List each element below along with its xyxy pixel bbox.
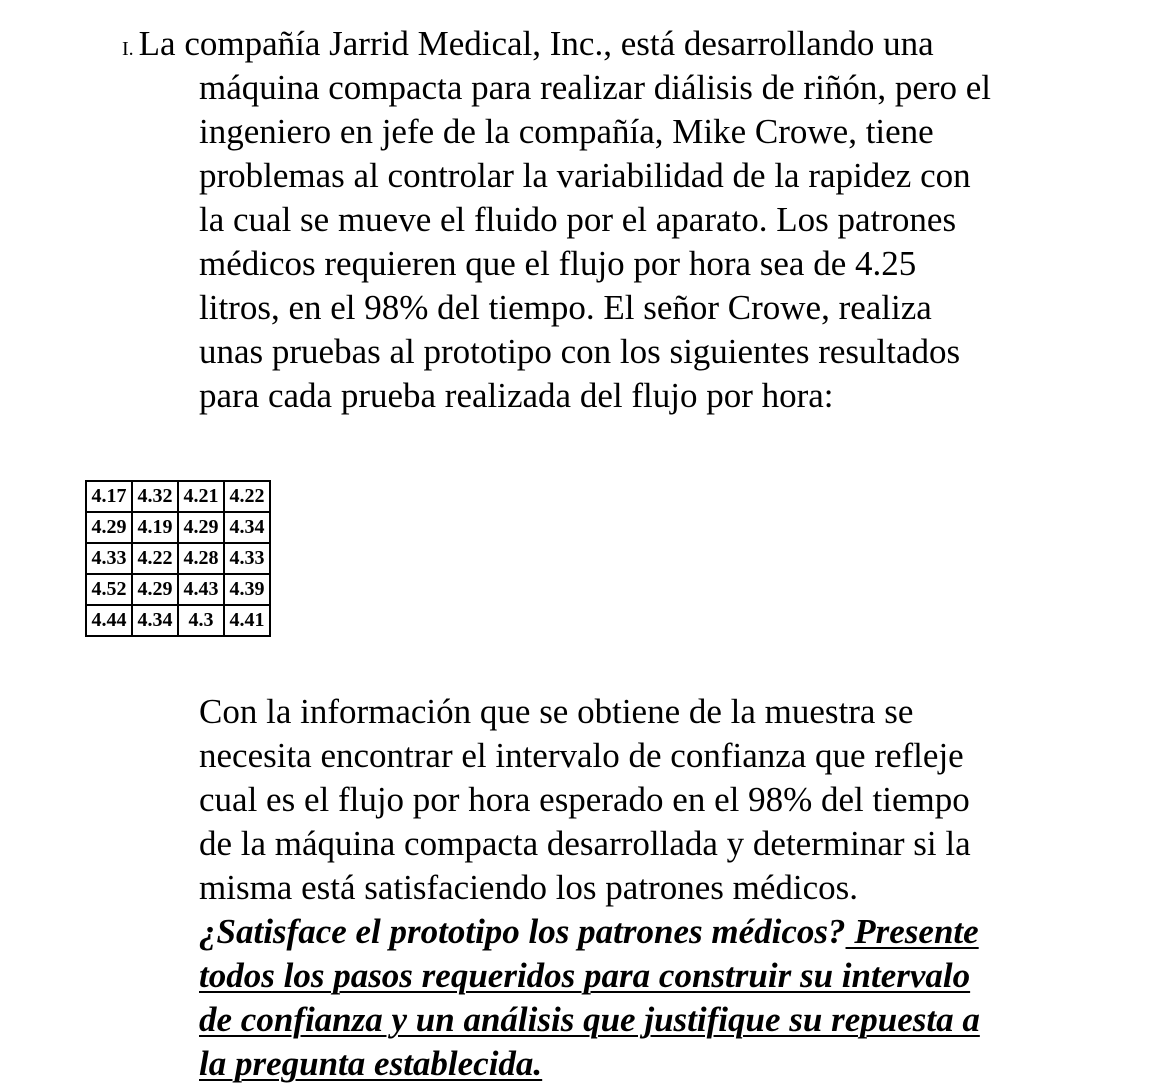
table-cell: 4.29 (178, 512, 224, 543)
intro-line: máquina compacta para realizar diálisis de riñón, pero el (199, 68, 992, 107)
table-cell: 4.33 (86, 543, 132, 574)
conclusion-paragraph (199, 690, 1159, 1086)
table-cell: 4.44 (86, 605, 132, 636)
table-row (86, 543, 270, 574)
table-cell: 4.29 (86, 512, 132, 543)
table-cell: 4.41 (224, 605, 270, 636)
intro-line: La compañía Jarrid Medical, Inc., está desarrollando una (138, 24, 934, 63)
instruction-line: la pregunta establecida. (199, 1044, 543, 1083)
intro-line: ingeniero en jefe de la compañía, Mike Crowe, tiene (199, 112, 934, 151)
question-line (199, 910, 1159, 954)
conclusion-line: de la máquina compacta desarrollada y determinar si la (199, 824, 971, 863)
conclusion-line: cual es el flujo por hora esperado en el 98% del tiempo (199, 780, 970, 819)
intro-first-line (122, 22, 934, 71)
table-cell: 4.52 (86, 574, 132, 605)
flow-data-table (85, 480, 271, 637)
table-cell: 4.19 (132, 512, 178, 543)
instruction-line: de confianza y un análisis que justifique su repuesta a (199, 1000, 980, 1039)
table-cell: 4.29 (132, 574, 178, 605)
intro-paragraph (199, 66, 1099, 418)
table-row (86, 481, 270, 512)
conclusion-line: misma está satisfaciendo los patrones médicos. (199, 868, 859, 907)
intro-line: la cual se mueve el fluido por el aparato. Los patrones (199, 200, 957, 239)
table-cell: 4.3 (178, 605, 224, 636)
instruction-line: Presente (845, 912, 979, 951)
table-row (86, 574, 270, 605)
table-cell: 4.43 (178, 574, 224, 605)
table-cell: 4.34 (224, 512, 270, 543)
table-cell: 4.39 (224, 574, 270, 605)
table-cell: 4.32 (132, 481, 178, 512)
intro-line: litros, en el 98% del tiempo. El señor Crowe, realiza (199, 288, 932, 327)
table-cell: 4.33 (224, 543, 270, 574)
instruction-line: todos los pasos requeridos para construir su intervalo (199, 956, 971, 995)
conclusion-line: necesita encontrar el intervalo de confianza que refleje (199, 736, 964, 775)
conclusion-line: Con la información que se obtiene de la muestra se (199, 692, 914, 731)
intro-line: para cada prueba realizada del flujo por hora: (199, 376, 834, 415)
table-cell: 4.22 (224, 481, 270, 512)
table-cell: 4.21 (178, 481, 224, 512)
question-text: ¿Satisface el prototipo los patrones médicos? (199, 912, 846, 951)
table-cell: 4.28 (178, 543, 224, 574)
table-cell: 4.22 (132, 543, 178, 574)
table-row (86, 605, 270, 636)
intro-line: unas pruebas al prototipo con los siguientes resultados (199, 332, 961, 371)
intro-line: médicos requieren que el flujo por hora sea de 4.25 (199, 244, 917, 283)
intro-line: problemas al controlar la variabilidad de la rapidez con (199, 156, 971, 195)
table-cell: 4.17 (86, 481, 132, 512)
table-row (86, 512, 270, 543)
table-cell: 4.34 (132, 605, 178, 636)
item-number: I. (122, 38, 134, 60)
